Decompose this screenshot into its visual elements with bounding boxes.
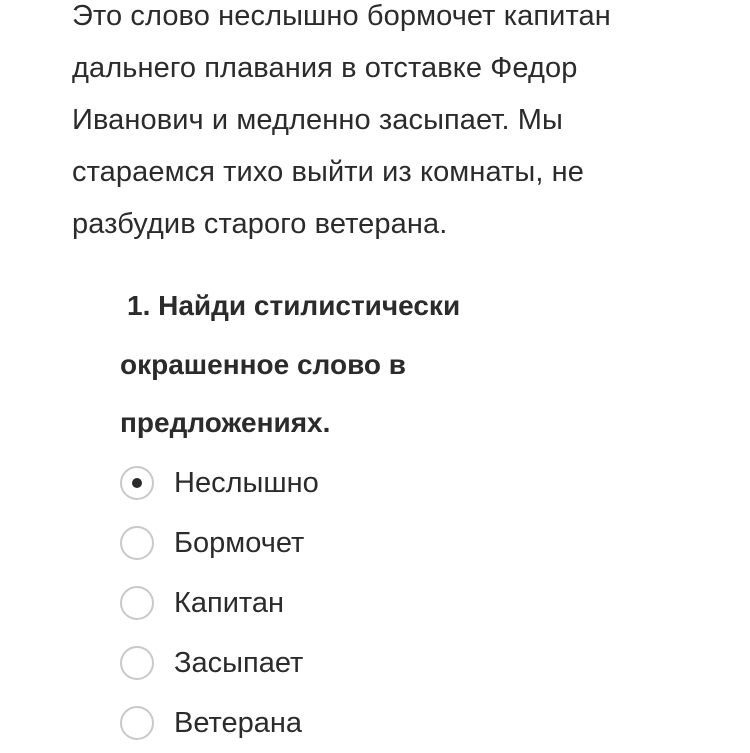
question-line: 1. Найди стилистически — [127, 290, 461, 321]
answer-option-veterana[interactable] — [120, 693, 640, 753]
option-label: Бормочет — [174, 527, 305, 559]
passage-line: стараемся тихо выйти из комнаты, не — [72, 156, 585, 188]
answer-options — [120, 453, 640, 753]
radio-button[interactable] — [120, 466, 154, 500]
radio-dot-icon — [132, 478, 142, 488]
question-title — [120, 277, 640, 453]
passage-line: Это слово неслышно бормочет капитан — [72, 0, 611, 32]
radio-button[interactable] — [120, 706, 154, 740]
option-label: Засыпает — [174, 647, 304, 679]
answer-option-neslyshno[interactable] — [120, 453, 640, 513]
option-label: Неслышно — [174, 467, 319, 499]
passage-line: Иванович и медленно засыпает. Мы — [72, 104, 563, 136]
answer-option-kapitan[interactable] — [120, 573, 640, 633]
option-label: Ветерана — [174, 707, 302, 739]
passage-line: дальнего плавания в отставке Федор — [72, 52, 578, 84]
question-line: окрашенное слово в — [120, 348, 407, 380]
option-label: Капитан — [174, 587, 285, 619]
question-line: предложениях. — [120, 407, 331, 438]
answer-option-zasypaet[interactable] — [120, 633, 640, 693]
radio-button[interactable] — [120, 586, 154, 620]
passage-line: разбудив старого ветерана. — [72, 208, 448, 240]
answer-option-bormochet[interactable] — [120, 513, 640, 573]
radio-button[interactable] — [120, 526, 154, 560]
radio-button[interactable] — [120, 646, 154, 680]
passage-text — [72, 0, 712, 250]
